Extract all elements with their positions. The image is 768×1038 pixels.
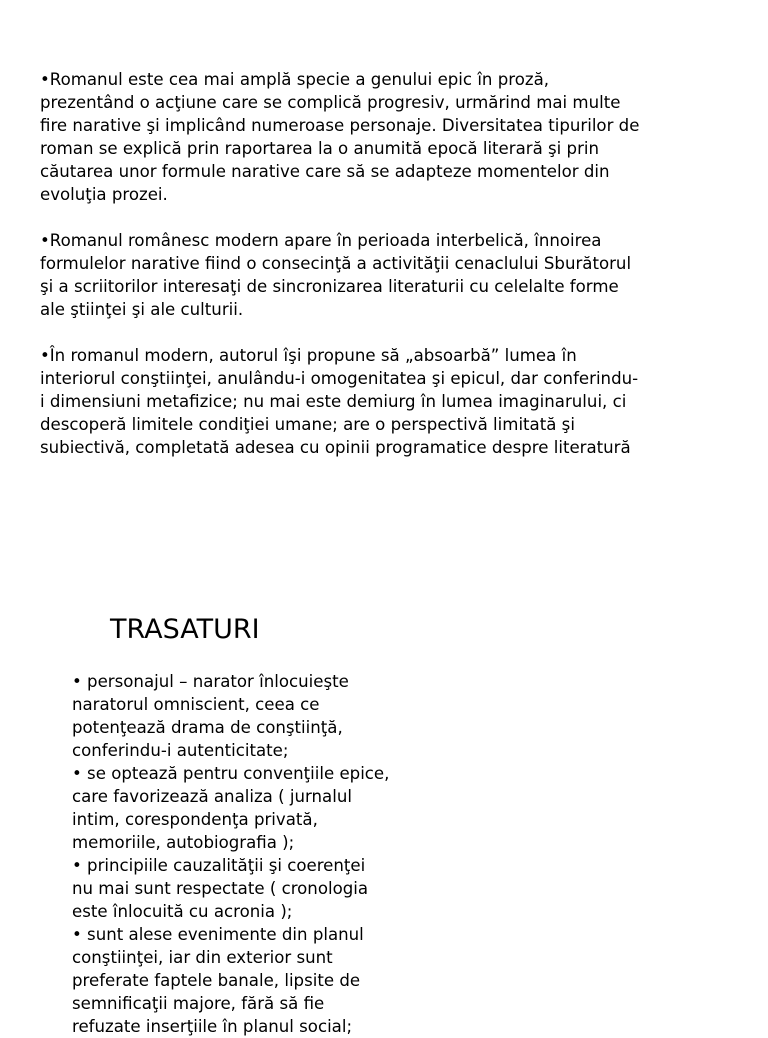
list-item: • personajul – narator înlocuieşte (72, 672, 349, 691)
list-item: preferate faptele banale, lipsite de (72, 971, 361, 990)
list-item: potenţează drama de conştiinţă, (72, 718, 343, 737)
list-item: naratorul omniscient, ceea ce (72, 695, 320, 714)
section-title: TRASATURI (110, 614, 260, 645)
list-item: conferindu-i autenticitate; (72, 741, 289, 760)
text-line: evoluţia prozei. (40, 185, 168, 204)
traits-list (72, 670, 472, 1038)
text-line: fire narative şi implicând numeroase personaje. Diversitatea tipurilor de (40, 116, 640, 135)
paragraph-romanian-modern-novel (40, 229, 740, 321)
text-line: roman se explică prin raportarea la o anumită epocă literară şi prin (40, 139, 600, 158)
list-item: intim, corespondenţa privată, (72, 810, 318, 829)
intro-text (40, 68, 740, 482)
list-item: memoriile, autobiografia ); (72, 833, 295, 852)
text-line: formulelor narative fiind o consecinţă a activităţii cenaclului Sburătorul (40, 254, 632, 273)
text-line: •Romanul este cea mai amplă specie a genului epic în proză, (40, 70, 550, 89)
text-line: •În romanul modern, autorul îşi propune să „absoarbă” lumea în (40, 346, 577, 365)
list-item: este înlocuită cu acronia ); (72, 902, 293, 921)
list-item: conştiinţei, iar din exterior sunt (72, 948, 333, 967)
text-line: prezentând o acţiune care se complică progresiv, urmărind mai multe (40, 93, 621, 112)
text-line: şi a scriitorilor interesaţi de sincronizarea literaturii cu celelalte forme (40, 277, 619, 296)
text-line: căutarea unor formule narative care să se adapteze momentelor din (40, 162, 610, 181)
list-item: • sunt alese evenimente din planul (72, 925, 364, 944)
text-line: ale ştiinţei şi ale culturii. (40, 300, 244, 319)
text-line: interiorul conştiinţei, anulându-i omogenitatea şi epicul, dar conferindu- (40, 369, 639, 388)
list-item: semnificaţii majore, fără să fie (72, 994, 325, 1013)
list-item: care favorizează analiza ( jurnalul (72, 787, 352, 806)
text-line: subiectivă, completată adesea cu opinii programatice despre literatură (40, 438, 631, 457)
paragraph-roman-definition (40, 68, 740, 206)
list-item: nu mai sunt respectate ( cronologia (72, 879, 369, 898)
list-item: • se optează pentru convenţiile epice, (72, 764, 390, 783)
list-item: refuzate inserţiile în planul social; (72, 1017, 353, 1036)
list-item: • principiile cauzalităţii şi coerenţei (72, 856, 366, 875)
text-line: •Romanul românesc modern apare în perioada interbelică, înnoirea (40, 231, 602, 250)
text-line: descoperă limitele condiţiei umane; are o perspectivă limitată şi (40, 415, 575, 434)
paragraph-modern-author (40, 344, 740, 459)
text-line: i dimensiuni metafizice; nu mai este demiurg în lumea imaginarului, ci (40, 392, 627, 411)
